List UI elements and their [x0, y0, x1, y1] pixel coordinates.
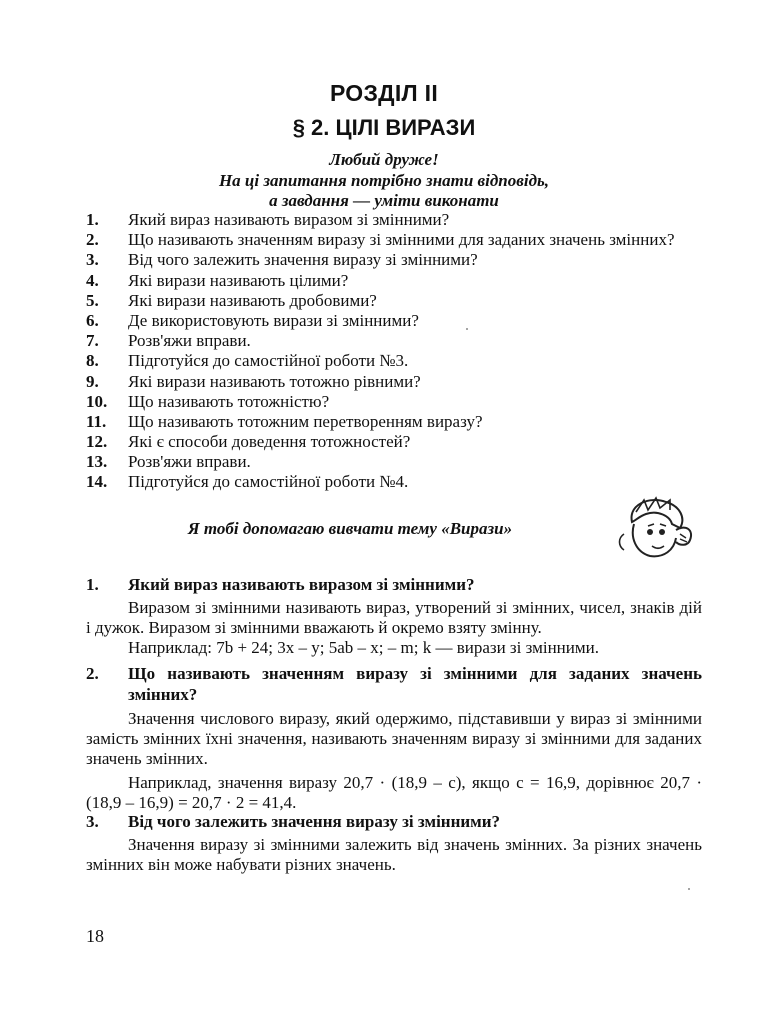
answer-title: Від чого залежить значення виразу зі змінними?	[128, 812, 501, 831]
question-number: 13.	[86, 452, 108, 472]
intro-greeting: Любий друже!	[329, 150, 439, 169]
list-item	[86, 311, 726, 331]
question-number: 11.	[86, 411, 107, 431]
answer-paragraph: Значення виразу зі змінними залежить від значень змінних. За різних значень змінних він може набувати різних значень.	[86, 835, 702, 874]
question-text: Що називають тотожністю?	[128, 391, 330, 411]
question-text: Підготуйся до самостійної роботи №3.	[128, 351, 409, 371]
list-item	[86, 432, 726, 452]
question-number: 12.	[86, 432, 108, 452]
topic-subtitle: Я тобі допомагаю вивчати тему «Вирази»	[187, 519, 513, 538]
answer-number: 2.	[86, 664, 99, 683]
question-number: 8.	[86, 351, 99, 371]
section-title: РОЗДІЛ ІІ	[329, 80, 439, 106]
answer-heading	[86, 811, 702, 832]
list-item	[86, 291, 726, 311]
list-item	[86, 331, 726, 351]
question-text: Що називають значенням виразу зі змінними для заданих значень змінних?	[128, 230, 675, 250]
question-number: 2.	[86, 230, 99, 250]
answer-paragraph: Значення числового виразу, який одержимо, підставивши у вираз зі змінними замість змінних їхні значення, називають значенням виразу зі змінними для заданих значень змінних.	[86, 709, 702, 768]
question-number: 5.	[86, 290, 99, 310]
answer-number: 1.	[86, 575, 99, 594]
list-item	[86, 372, 726, 392]
question-number: 6.	[86, 310, 99, 330]
list-item	[86, 472, 726, 492]
question-text: Які вирази називають цілими?	[128, 270, 349, 290]
question-text: Які вирази називають тотожно рівними?	[128, 371, 421, 391]
cartoon-boy-illustration	[610, 494, 700, 564]
list-item	[86, 392, 726, 412]
list-item	[86, 452, 726, 472]
scan-speck	[466, 328, 468, 330]
answer-title: Який вираз називають виразом зі змінними?	[128, 575, 475, 594]
question-text: Розв'яжи вправи.	[128, 331, 251, 351]
list-item	[86, 351, 726, 371]
answer-number: 3.	[86, 812, 99, 831]
answer-title: Що називають значенням виразу зі змінними для заданих значень змінних?	[128, 664, 702, 704]
answer-example: Наприклад, значення виразу 20,7 · (18,9 – c), якщо c = 16,9, дорівнює 20,7 · (18,9 – 16,9) = 20,7 · 2 = 41,4.	[86, 773, 702, 812]
question-text: Розв'яжи вправи.	[128, 452, 251, 472]
question-number: 14.	[86, 472, 108, 492]
intro-line-2: На ці запитання потрібно знати відповідь,	[218, 171, 550, 190]
answer-heading	[86, 574, 702, 595]
list-item	[86, 210, 726, 230]
question-text: Які вирази називають дробовими?	[128, 290, 377, 310]
questions-list	[86, 210, 726, 493]
question-number: 4.	[86, 270, 99, 290]
question-number: 1.	[86, 210, 99, 229]
page-number: 18	[86, 926, 104, 946]
list-item	[86, 271, 726, 291]
answer-paragraph: Виразом зі змінними називають вираз, утворений зі змінних, чисел, знаків дій і дужок. Виразом зі змінними вважають й окремо взяту змінну.	[86, 598, 702, 637]
paragraph-title: § 2. ЦІЛІ ВИРАЗИ	[292, 115, 476, 140]
question-text: Від чого залежить значення виразу зі змінними?	[128, 250, 478, 270]
question-text: Що називають тотожним перетворенням виразу?	[128, 411, 483, 431]
question-text: Підготуйся до самостійної роботи №4.	[128, 472, 409, 492]
list-item	[86, 250, 726, 270]
list-item	[86, 230, 726, 250]
question-text: Який вираз називають виразом зі змінними?	[128, 210, 450, 229]
answer-1	[86, 574, 702, 658]
answer-example: Наприклад: 7b + 24; 3x – y; 5ab – x; – m; k — вирази зі змінними.	[128, 638, 599, 657]
question-text: Де використовують вирази зі змінними?	[128, 310, 419, 330]
question-number: 10.	[86, 391, 108, 411]
intro-line-3: а завдання — уміти виконати	[269, 191, 499, 210]
answer-heading	[86, 663, 702, 705]
answer-3	[86, 811, 702, 875]
question-text: Які є способи доведення тотожностей?	[128, 432, 411, 452]
list-item	[86, 412, 726, 432]
question-number: 3.	[86, 250, 99, 270]
question-number: 9.	[86, 371, 99, 391]
question-number: 7.	[86, 331, 99, 351]
answer-2	[86, 663, 702, 813]
scan-speck	[688, 888, 690, 890]
